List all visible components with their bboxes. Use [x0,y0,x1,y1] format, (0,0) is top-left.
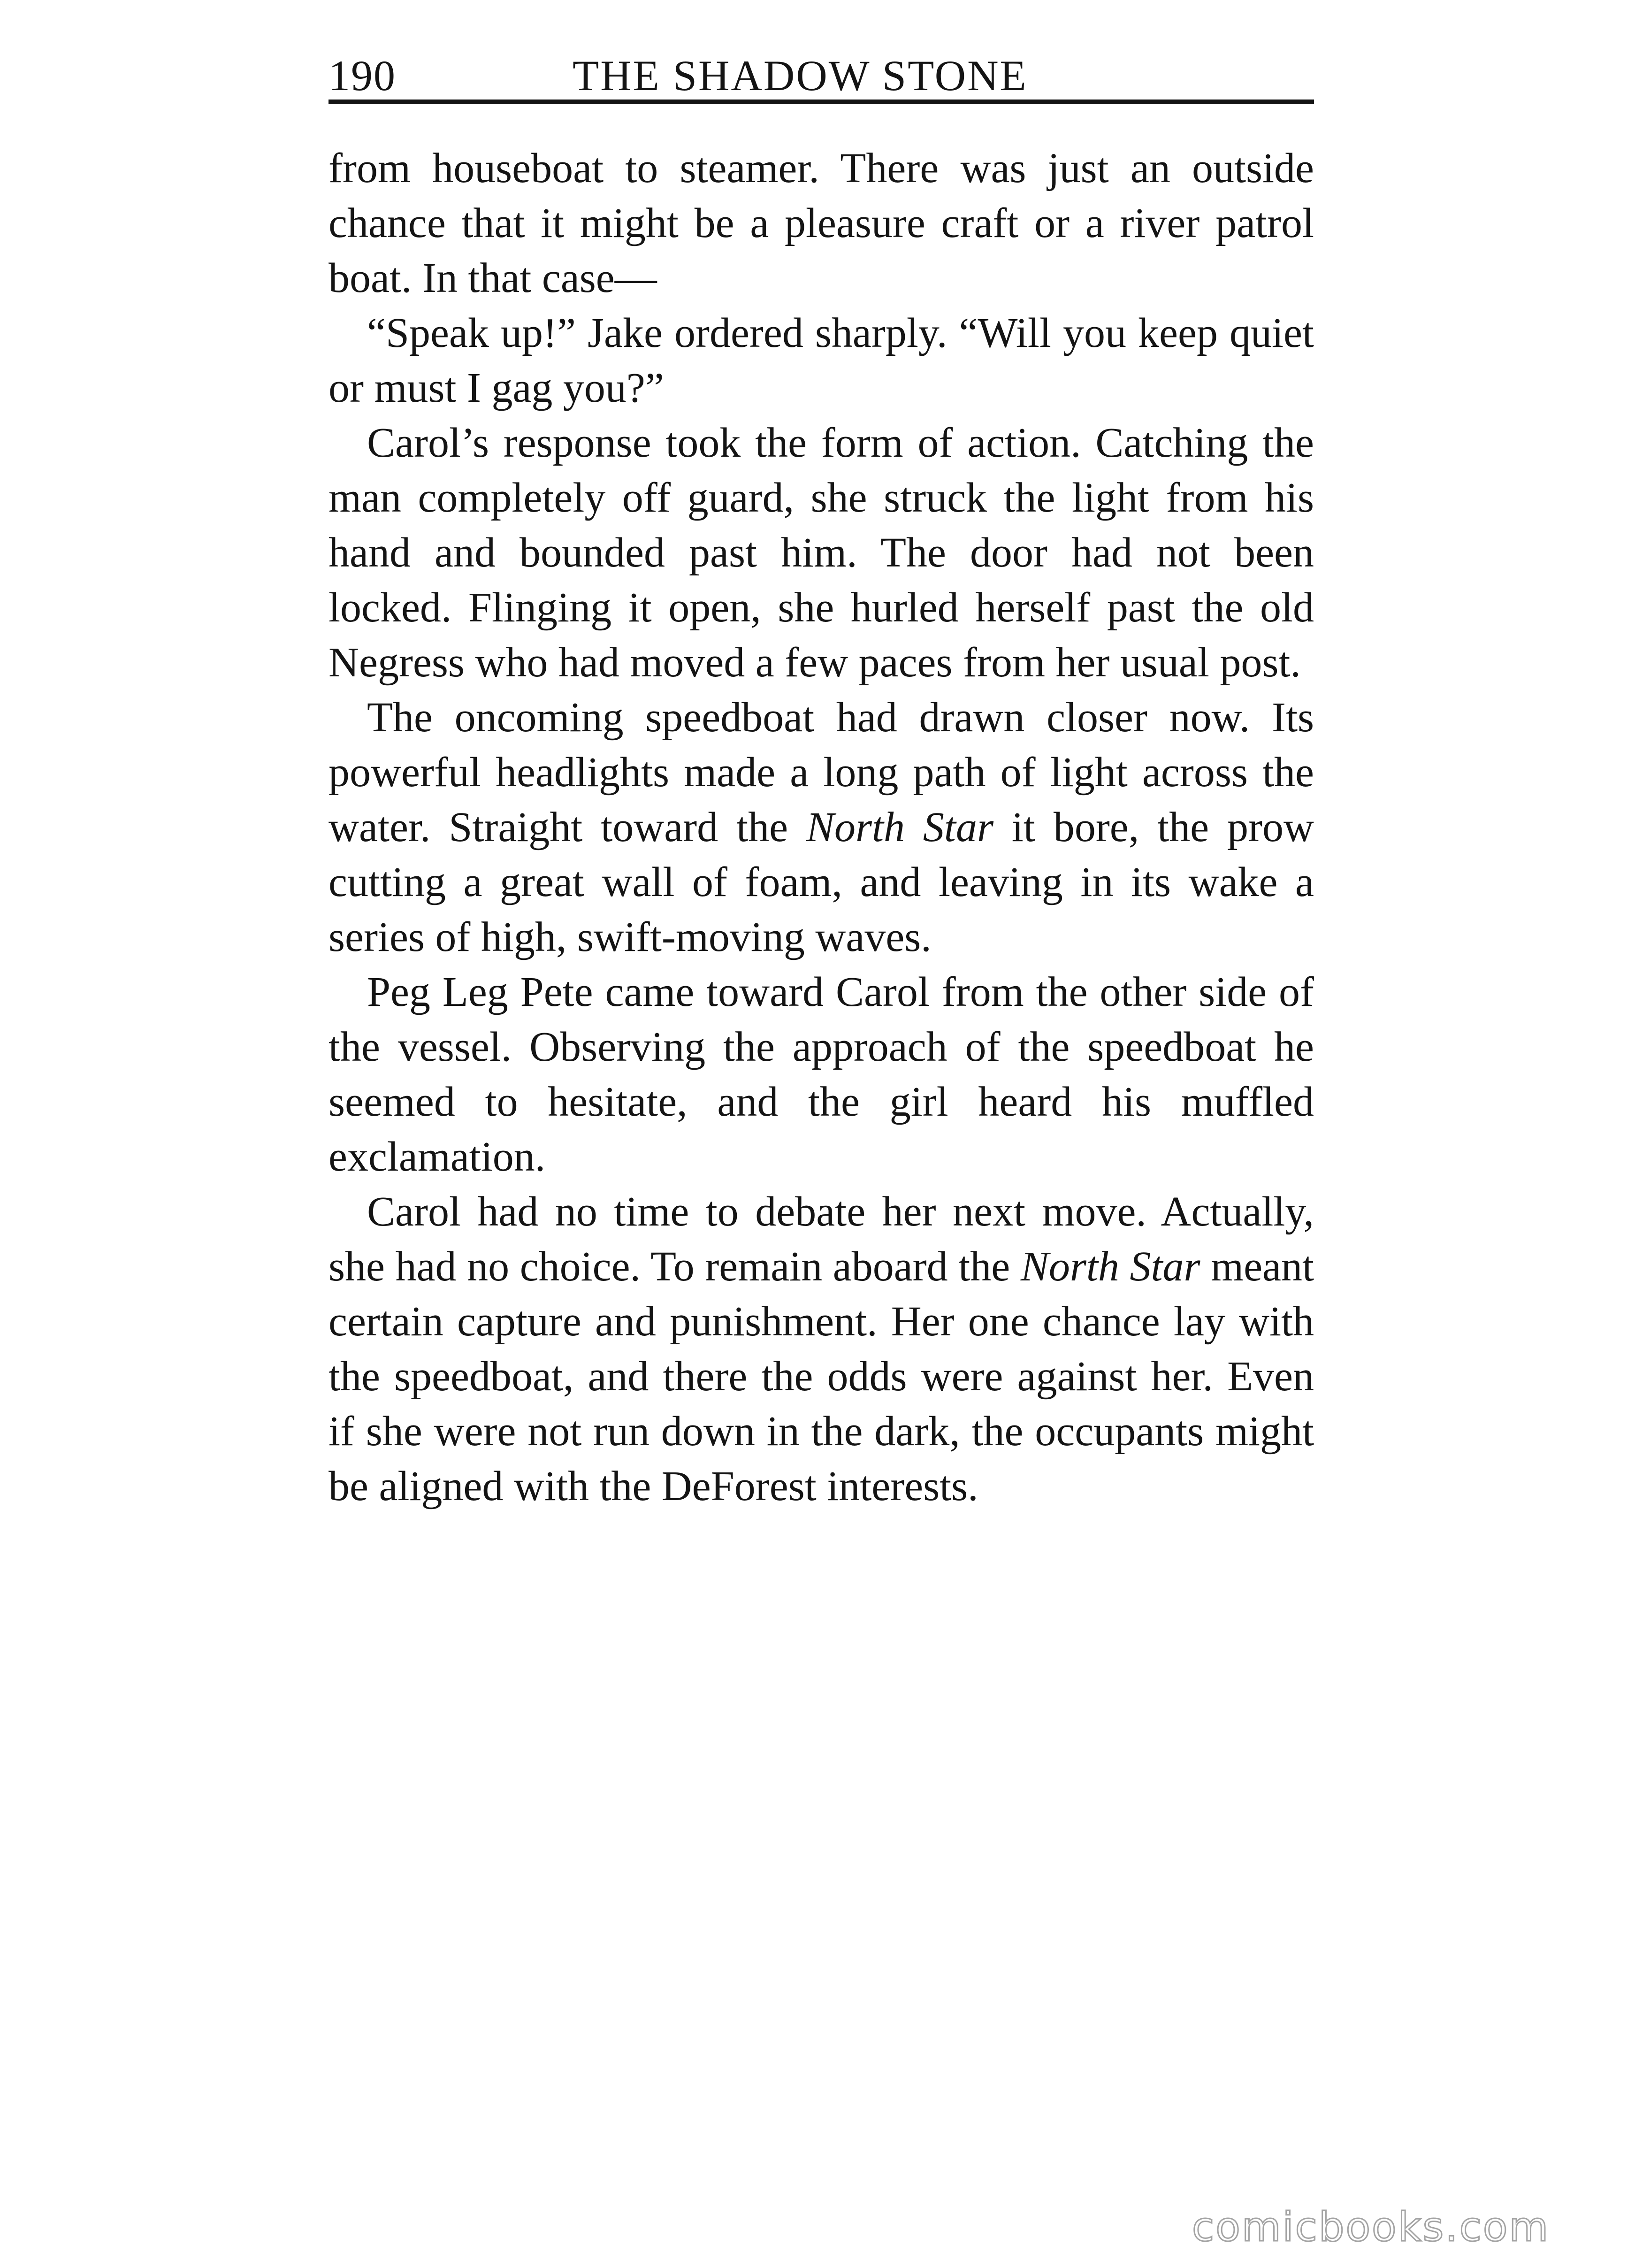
paragraph: Carol’s response took the form of action. Catching the man completely off guard, she struck the light from his hand and bounded past him. The door had not been locked. Flinging it open, she hurled herself past the old Negress who had moved a few paces from her usual post. [329,420,1314,686]
paragraph-text: it bore, the prow cutting a great wall of foam, and leaving in its wake a series of high, swift-moving waves. [329,804,1314,960]
paragraph-text: The oncoming speedboat had drawn closer now. Its powerful headlights made a long path of light across the water. Straight toward the [329,694,1314,850]
paragraph-text: Carol had no time to debate her next move. Actually, she had no choice. To remain aboard the [329,1188,1314,1290]
ship-name: North Star [806,804,993,850]
page-number: 190 [329,52,396,100]
paragraph [329,690,1314,965]
paragraph: from houseboat to steamer. There was just an outside chance that it might be a pleasure craft or a river patrol boat. In that case— [329,145,1314,301]
running-head [329,45,1314,106]
body-text [329,141,1314,1514]
site-watermark: comicbooks.com [1192,2204,1550,2251]
paragraph: “Speak up!” Jake ordered sharply. “Will you keep quiet or must I gag you?” [329,310,1314,411]
paragraph [329,1184,1314,1514]
paragraph-text: meant certain capture and punishment. Her one chance lay with the speedboat, and there the odds were against her. Even if she were not run down in the dark, the occupants might be aligned with the DeForest interests. [329,1243,1314,1509]
header-rule [329,100,1314,104]
paragraph: Peg Leg Pete came toward Carol from the other side of the vessel. Observing the approach of the speedboat he seemed to hesitate, and the girl heard his muffled exclamation. [329,969,1314,1180]
running-title: THE SHADOW STONE [573,52,1028,100]
ship-name: North Star [1020,1243,1200,1290]
